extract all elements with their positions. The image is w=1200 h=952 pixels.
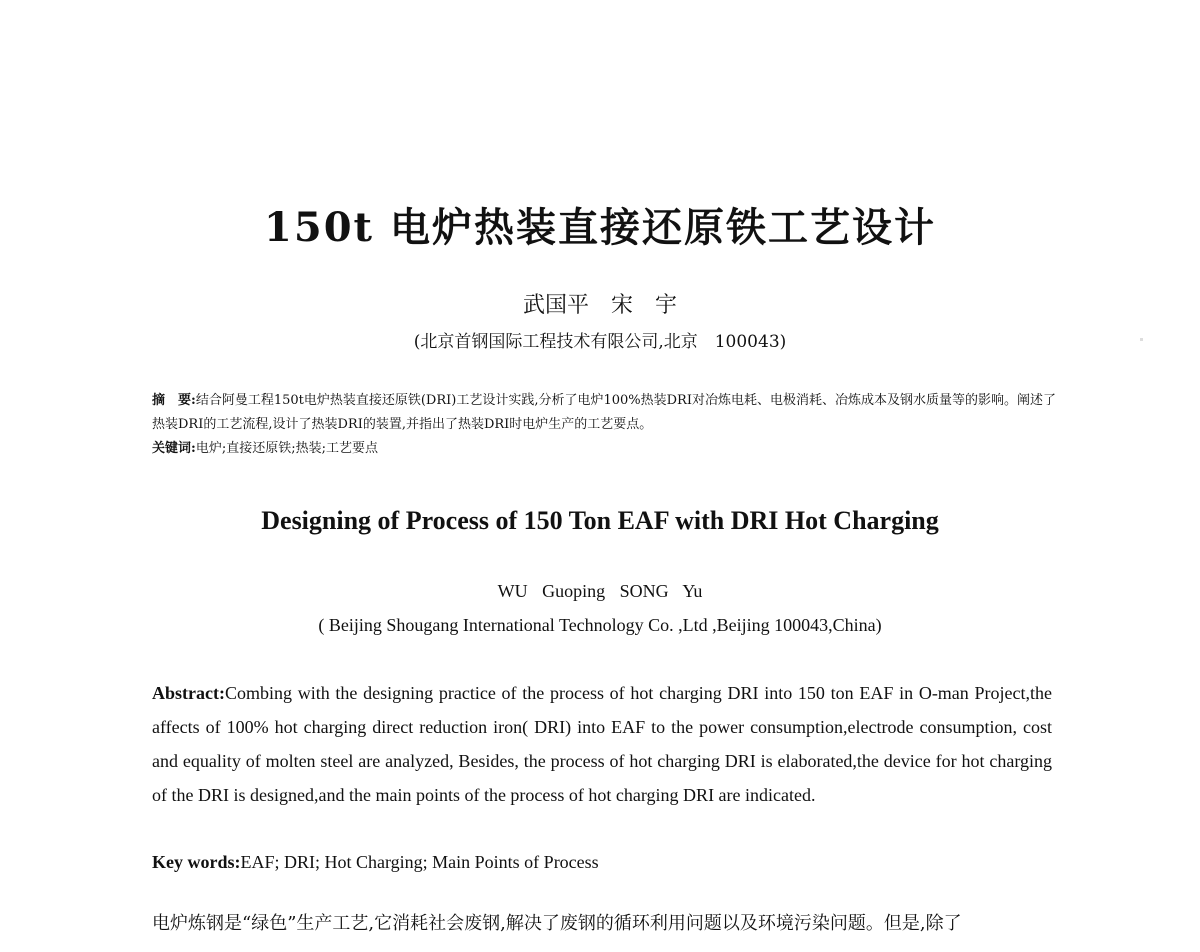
keywords-english-label: Key words:	[152, 852, 241, 872]
authors-english: WU Guoping SONG Yu	[497, 581, 703, 601]
keywords-english-text: EAF; DRI; Hot Charging; Main Points of Process	[240, 852, 599, 872]
abstract-english	[152, 676, 1052, 812]
abstract-english-text: Combing with the designing practice of the process of hot charging DRI into 150 ton EAF in O-man Project,the affects of 100% hot charging direct reduction iron( DRI) into EAF to the power consumption,electrode consumption, cost and equality of molten steel are analyzed, Besides, the process of hot charging DRI is elaborated,the device for hot charging of the DRI is designed,and the main points of the process of hot charging DRI are indicated.	[152, 683, 1052, 805]
keywords-english	[152, 847, 1052, 877]
scan-speck	[1140, 338, 1143, 341]
keywords-chinese	[152, 437, 1062, 461]
abstract-chinese-text: 结合阿曼工程150t电炉热装直接还原铁(DRI)工艺设计实践,分析了电炉100%热装DRI对冶炼电耗、电极消耗、冶炼成本及钢水质量等的影响。阐述了热装DRI的工艺流程,设计了热装DRI的装置,并指出了热装DRI时电炉生产的工艺要点。	[152, 393, 1056, 432]
authors-chinese: 武国平 宋 宇	[522, 293, 677, 318]
affiliation-chinese: (北京首钢国际工程技术有限公司,北京 100043)	[413, 332, 787, 352]
affiliation-english: ( Beijing Shougang International Technology Co. ,Ltd ,Beijing 100043,China)	[318, 615, 882, 635]
abstract-english-label: Abstract:	[152, 683, 225, 703]
body-text-first-line: 电炉炼钢是“绿色”生产工艺,它消耗社会废钢,解决了废钢的循环利用问题以及环境污染问题。但是,除了	[152, 913, 962, 934]
abstract-chinese-block	[152, 389, 1062, 461]
keywords-chinese-label: 关键词:	[152, 441, 196, 456]
paper-title-chinese: 150t 电炉热装直接还原铁工艺设计	[264, 204, 936, 251]
abstract-chinese	[152, 389, 1062, 437]
keywords-chinese-text: 电炉;直接还原铁;热装;工艺要点	[195, 441, 378, 456]
paper-title-english: Designing of Process of 150 Ton EAF with DRI Hot Charging	[261, 506, 939, 535]
abstract-chinese-label: 摘 要:	[152, 393, 196, 408]
